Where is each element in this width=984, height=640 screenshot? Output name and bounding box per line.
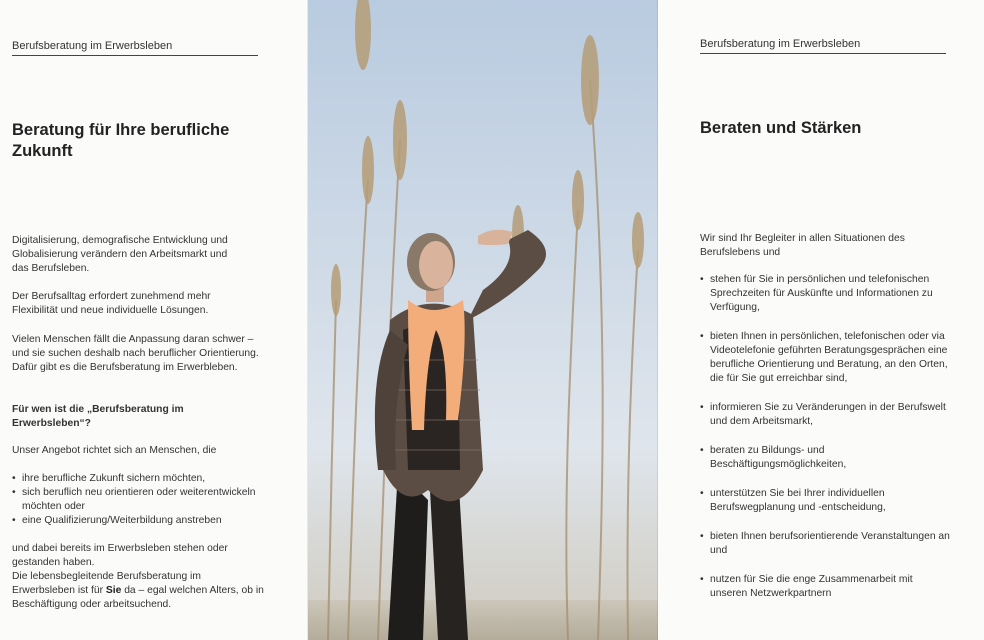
list-item: • eine Qualifizierung/Weiterbildung anstreben (12, 514, 274, 528)
list-item: • ihre berufliche Zukunft sichern möchten, (12, 472, 274, 486)
right-bullet-list (700, 273, 952, 616)
left-paragraph-3: Vielen Menschen fällt die Anpassung daran schwer – und sie suchen deshalb nach beruflicher Orientierung. Dafür gibt es die Berufsberatung im Erwerbleben. (12, 334, 259, 373)
woman-in-reeds-photo (308, 0, 658, 640)
left-offer-intro: Unser Angebot richtet sich an Menschen, die (12, 445, 217, 456)
left-question: Für wen ist die „Berufsberatung im Erwerbsleben“? (12, 404, 184, 429)
list-item: • unterstützen Sie bei Ihrer individuellen Berufswegplanung und -entscheidung, (700, 487, 952, 515)
left-closing-2-text-end: da – egal welchen Alters, ob in Beschäftigung oder arbeitsuchend. (12, 585, 264, 610)
list-item: • bieten Ihnen berufsorientierende Veranstaltungen an und (700, 530, 952, 558)
left-header-rule (12, 55, 258, 56)
left-paragraph-1: Digitalisierung, demografische Entwicklung und Globalisierung verändern den Arbeitsmarkt und das Berufsleben. (12, 235, 228, 274)
right-header-rule (700, 53, 946, 54)
list-item: • nutzen für Sie die enge Zusammenarbeit mit unseren Netzwerkpartnern (700, 573, 952, 601)
left-panel (0, 0, 308, 640)
left-title: Beratung für Ihre berufliche Zukunft (12, 121, 230, 160)
photo-panel (308, 0, 658, 640)
list-item: • sich beruflich neu orientieren oder weiterentwickeln möchten oder (12, 486, 274, 514)
right-panel (658, 0, 984, 640)
right-title: Beraten und Stärken (700, 119, 862, 137)
left-closing-2-emphasis: Sie (105, 585, 122, 596)
list-item: • bieten Ihnen in persönlichen, telefonischen oder via Videotelefonie geführten Beratungsgesprächen eine berufliche Orientierung und Beratung, an den Orten, die für Sie gut erreichbar sind, (700, 330, 952, 386)
left-closing-1: und dabei bereits im Erwerbsleben stehen oder gestanden haben. (12, 543, 228, 568)
left-closing-2-text: Die lebensbegleitende Berufsberatung im Erwerbsleben ist für (12, 571, 201, 596)
left-paragraph-2: Der Berufsalltag erfordert zunehmend mehr Flexibilität und neue individuelle Lösungen. (12, 291, 211, 316)
list-item: • informieren Sie zu Veränderungen in der Berufswelt und dem Arbeitsmarkt, (700, 401, 952, 429)
left-bullet-list (12, 472, 274, 528)
list-item: • beraten zu Bildungs- und Beschäftigungsmöglichkeiten, (700, 444, 952, 472)
left-closing-2 (12, 570, 266, 612)
left-header: Berufsberatung im Erwerbsleben (12, 40, 173, 52)
right-header: Berufsberatung im Erwerbsleben (700, 38, 861, 50)
list-item: • stehen für Sie in persönlichen und telefonischen Sprechzeiten für Auskünfte und Informationen zu Verfügung, (700, 273, 952, 315)
right-intro: Wir sind Ihr Begleiter in allen Situationen des Berufslebens und (700, 233, 905, 258)
